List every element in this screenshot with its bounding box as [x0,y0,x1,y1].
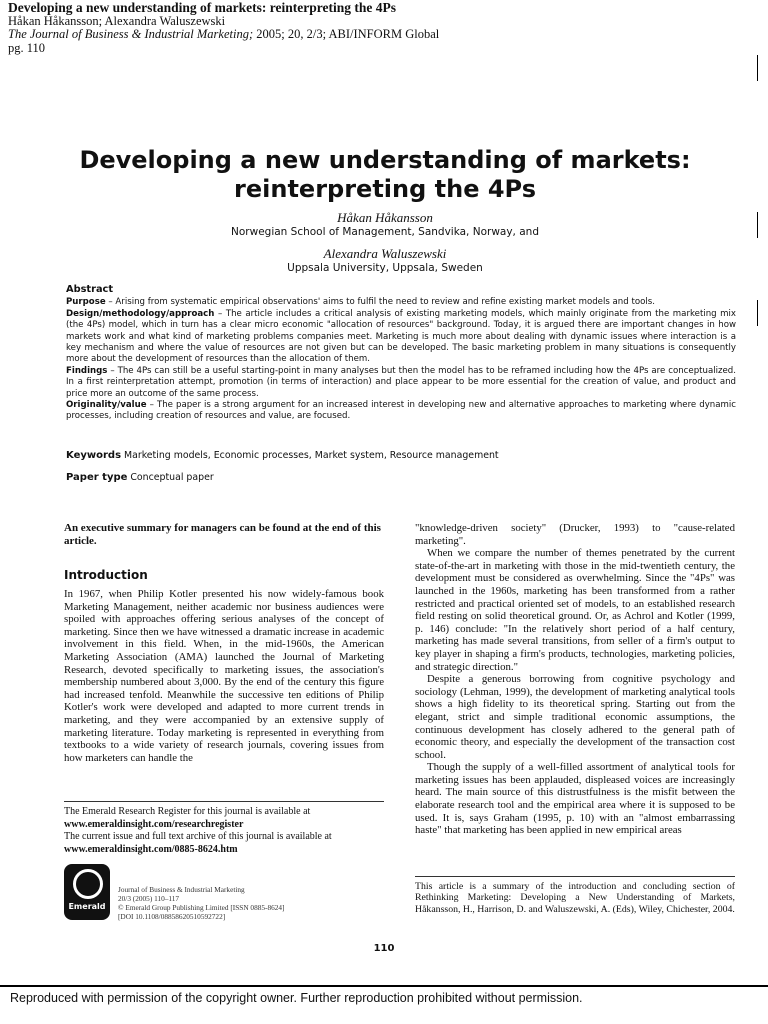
footnote: This article is a summary of the introduction and concluding section of Rethinking Marketing: Developing a New Understanding of Markets, Håkansson, H., Harrison, D. and Waluszewski, A. (Eds), Wiley, Chichester, 2004. [415,881,735,915]
proquest-header [8,1,748,55]
abstract-purpose [66,297,736,308]
register-line: The Emerald Research Register for this journal is available at [64,806,311,817]
emerald-logo [64,864,110,920]
abstract-label: Design/methodology/approach [66,308,215,319]
journal-info-line: [DOI 10.1108/08858620510592722] [118,912,226,921]
paper-type [66,472,736,483]
journal-info-line: 20/3 (2005) 110–117 [118,894,180,903]
divider [415,876,735,877]
abstract-text: – The paper is a strong argument for an increased interest in developing new and alternative approaches to marketing where dynamic processes, including creation of resources and value, are focused. [66,400,736,422]
author-name: Håkan Håkansson [337,210,433,225]
abstract-label: Findings [66,365,108,376]
header-title: Developing a new understanding of markets: reinterpreting the 4Ps [8,0,396,15]
section-heading: Introduction [64,568,148,582]
paragraph: Despite a generous borrowing from cognitive psychology and sociology (Lehman, 1999), the development of marketing analytical tools shows a high fidelity to its theoretical spring. Starting out from the elegant, strict and simple traditional economic assumptions, the continuous development has closely adhered to the general path of economic theory, and especially the development of the transaction cost school. [415,673,735,761]
abstract-text: – The article includes a critical analysis of existing marketing models, which mainly originate from the marketing mix (the 4Ps) model, which in turn has a clear micro economic "allocation of resources" background. Today, it is argued there are important changes in how markets work and what kind of marketing problems companies meet. Marketing is much more about dealing with dynamic issues where interaction is a key mechanism and where the value of resources are not given but can be developed. The basic marketing problem in many situations is consequently more about the development of resources than the allocation of them. [66,308,736,365]
scan-edge-mark [757,300,758,326]
abstract-text: – The 4Ps can still be a useful starting-point in many analyses but then the model has to be reframed including how the 4Ps are conceptualized. In a first reinterpretation attempt, promotion (in terms of interaction) and place appear to be more essential for the creation of value, and product and price more an outcome of the same process. [66,365,736,399]
author-affiliation: Uppsala University, Uppsala, Sweden [287,262,483,274]
keywords-text: Marketing models, Economic processes, Market system, Resource management [121,450,499,461]
header-journal: The Journal of Business & Industrial Marketing; [8,27,254,41]
article-title-line1: Developing a new understanding of markets: [79,146,691,174]
left-column-body [64,588,384,764]
journal-info-line: Journal of Business & Industrial Marketing [118,885,245,894]
divider [0,985,768,987]
journal-info [118,885,378,921]
article-title [40,146,730,204]
register-link[interactable]: www.emeraldinsight.com/researchregister [64,818,244,830]
abstract-findings [66,366,736,400]
keywords [66,450,736,461]
header-citation: 2005; 20, 2/3; ABI/INFORM Global [253,27,440,41]
divider [64,801,384,802]
page-number: 110 [373,943,395,954]
header-page: pg. 110 [8,40,46,55]
keywords-label: Keywords [66,450,122,461]
paragraph: Though the supply of a well-filled assortment of analytical tools for marketing issues has been applauded, displeased voices are increasingly heard. The main source of this distrustfulness is the misfit between the elaborate research tool and the empirical area where it is supposed to be used. It is, says Graham (1995, p. 10) with an "almost embarrassing haste" that marketing has been applied in new empirical areas [415,761,735,837]
author-affiliation: Norwegian School of Management, Sandvika, Norway, and [231,226,539,238]
abstract-label: Originality/value [66,400,147,411]
article-title-line2: reinterpreting the 4Ps [234,175,536,203]
paragraph: "knowledge-driven society" (Drucker, 1993) to "cause-related marketing". [415,522,735,547]
right-column-body [415,522,735,837]
header-authors: Håkan Håkansson; Alexandra Waluszewski [8,13,226,28]
journal-info-line: © Emerald Group Publishing Limited [ISSN 0885-8624] [118,903,285,912]
register-line: The current issue and full text archive of this journal is available at [64,831,332,842]
research-register [64,806,384,856]
scan-edge-mark [757,55,758,81]
executive-summary-note: An executive summary for managers can be found at the end of this article. [64,522,381,547]
paper-type-label: Paper type [66,472,128,483]
emerald-logo-label: Emerald [68,902,106,911]
abstract-design [66,309,736,366]
author-block-2 [40,246,730,275]
intro-paragraph: In 1967, when Philip Kotler presented his now widely-famous book Marketing Management, neither academic nor business audiences were spoiled with approaches offering serious analyses of the concept of marketing. Since then we have witnessed a dramatic increase in academic involvement in this field. When, in the mid-1960s, the American Marketing Association (AMA) launched the Journal of Marketing Research, devoted specifically to marketing issues, the association's membership numbered about 3,000. By the end of the century this figure had increased tenfold. Meanwhile the successive ten editions of Philip Kotler's work were developed and adapted to more current trends in marketing, and they were accompanied by an extensive supply of marketing literature. Today marketing is represented in everything from textbooks to a wide variety of research journals, covering issues from how marketers can handle the [64,588,384,764]
abstract-heading: Abstract [66,284,114,295]
paragraph: When we compare the number of themes penetrated by the current state-of-the-art in marketing with those in the mid-twentieth century, the development must be considered as overwhelming. Since the "4Ps" was launched in the 1960s, marketing has been transformed from a rather restricted and practical oriented set of models, to an established research field resting on solid theoretical ground. Or, as Achrol and Kotler (1999, p. 146) conclude: "In the relatively short period of a half century, marketing has made several transitions, from seller of a firm's output to key player in shaping a firm's products, technologies, marketing policies, and strategic direction." [415,547,735,673]
abstract-text: – Arising from systematic empirical observations' aims to fulfil the need to review and refine existing market models and tools. [105,297,655,308]
archive-link[interactable]: www.emeraldinsight.com/0885-8624.htm [64,843,238,855]
paper-type-text: Conceptual paper [127,472,214,483]
reproduction-notice: Reproduced with permission of the copyright owner. Further reproduction prohibited without permission. [10,991,583,1005]
author-name: Alexandra Waluszewski [323,246,447,261]
abstract-originality [66,400,736,423]
abstract-label: Purpose [66,297,106,308]
author-block-1 [40,210,730,239]
scan-edge-mark [757,212,758,238]
abstract [66,284,736,423]
emerald-logo-mark [73,869,103,899]
